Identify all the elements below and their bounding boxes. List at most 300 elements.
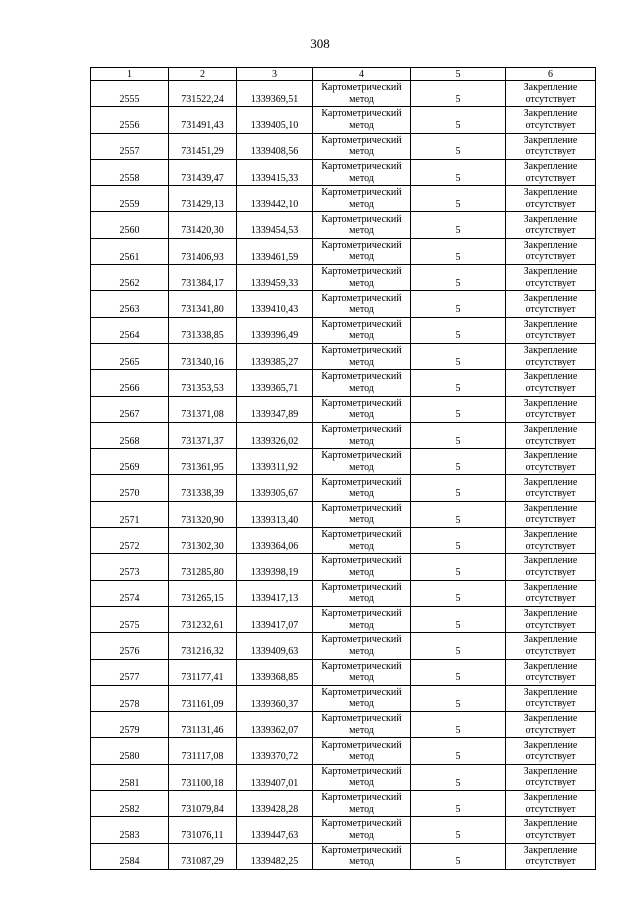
table-row: [91, 370, 596, 396]
x-coordinate-cell: 731117,08: [169, 738, 237, 764]
method-cell: [313, 238, 411, 264]
fixation-cell: [506, 633, 596, 659]
method-cell: [313, 422, 411, 448]
fixation-cell: [506, 817, 596, 843]
method-cell: [313, 738, 411, 764]
y-coordinate-cell: 1339447,63: [237, 817, 313, 843]
fixation-cell-line: Закрепление: [523, 686, 578, 698]
point-number-cell: 2555: [91, 81, 169, 107]
fixation-cell-line: Закрепление: [523, 660, 578, 672]
fixation-cell-line: отсутствует: [525, 461, 576, 473]
point-number-cell: 2573: [91, 554, 169, 580]
x-coordinate-cell: 731522,24: [169, 81, 237, 107]
fixation-cell: [506, 265, 596, 291]
accuracy-cell: 5: [411, 606, 506, 632]
method-cell: [313, 159, 411, 185]
method-cell-line: метод: [349, 540, 374, 552]
table-row: [91, 317, 596, 343]
method-cell-line: Картометрический: [321, 134, 402, 146]
method-cell-line: Картометрический: [321, 161, 402, 173]
table-row: [91, 738, 596, 764]
page-number: 308: [310, 36, 330, 51]
y-coordinate-cell: 1339408,56: [237, 133, 313, 159]
accuracy-cell: 5: [411, 685, 506, 711]
point-number-cell: 2578: [91, 685, 169, 711]
fixation-cell-line: отсутствует: [525, 724, 576, 736]
y-coordinate-cell: 1339454,53: [237, 212, 313, 238]
method-cell-line: метод: [349, 829, 374, 841]
method-cell-line: Картометрический: [321, 818, 402, 830]
accuracy-cell: 5: [411, 159, 506, 185]
point-number-cell: 2562: [91, 265, 169, 291]
y-coordinate-cell: 1339417,07: [237, 606, 313, 632]
fixation-cell-line: Закрепление: [523, 213, 578, 225]
table-row: [91, 843, 596, 869]
method-cell-line: Картометрический: [321, 187, 402, 199]
table-body: [91, 81, 596, 870]
x-coordinate-cell: 731420,30: [169, 212, 237, 238]
accuracy-cell: 5: [411, 343, 506, 369]
accuracy-cell: 5: [411, 317, 506, 343]
table-row: [91, 343, 596, 369]
method-cell: [313, 107, 411, 133]
method-cell: [313, 528, 411, 554]
method-cell-line: Картометрический: [321, 292, 402, 304]
point-number-cell: 2579: [91, 712, 169, 738]
method-cell-line: метод: [349, 225, 374, 237]
point-number-cell: 2565: [91, 343, 169, 369]
fixation-cell-line: Закрепление: [523, 318, 578, 330]
method-cell: [313, 501, 411, 527]
method-cell: [313, 212, 411, 238]
method-cell: [313, 475, 411, 501]
x-coordinate-cell: 731087,29: [169, 843, 237, 869]
fixation-cell: [506, 501, 596, 527]
method-cell-line: метод: [349, 514, 374, 526]
point-number-cell: 2559: [91, 186, 169, 212]
y-coordinate-cell: 1339442,10: [237, 186, 313, 212]
table-row: [91, 554, 596, 580]
header-col-5: 5: [411, 68, 506, 81]
method-cell-line: метод: [349, 356, 374, 368]
y-coordinate-cell: 1339461,59: [237, 238, 313, 264]
fixation-cell: [506, 212, 596, 238]
method-cell-line: Картометрический: [321, 213, 402, 225]
method-cell-line: метод: [349, 93, 374, 105]
method-cell-line: Картометрический: [321, 239, 402, 251]
header-col-2: 2: [169, 68, 237, 81]
fixation-cell: [506, 738, 596, 764]
fixation-cell-line: отсутствует: [525, 540, 576, 552]
method-cell-line: метод: [349, 593, 374, 605]
fixation-cell-line: Закрепление: [523, 634, 578, 646]
method-cell: [313, 554, 411, 580]
fixation-cell-line: Закрепление: [523, 529, 578, 541]
y-coordinate-cell: 1339305,67: [237, 475, 313, 501]
method-cell-line: Картометрический: [321, 502, 402, 514]
method-cell-line: Картометрический: [321, 765, 402, 777]
accuracy-cell: 5: [411, 396, 506, 422]
fixation-cell: [506, 317, 596, 343]
x-coordinate-cell: 731406,93: [169, 238, 237, 264]
table-row: [91, 659, 596, 685]
x-coordinate-cell: 731076,11: [169, 817, 237, 843]
method-cell-line: метод: [349, 304, 374, 316]
method-cell: [313, 659, 411, 685]
fixation-cell-line: Закрепление: [523, 397, 578, 409]
fixation-cell-line: отсутствует: [525, 304, 576, 316]
table-row: [91, 501, 596, 527]
method-cell-line: Картометрический: [321, 739, 402, 751]
fixation-cell: [506, 159, 596, 185]
fixation-cell-line: отсутствует: [525, 251, 576, 263]
method-cell: [313, 396, 411, 422]
y-coordinate-cell: 1339396,49: [237, 317, 313, 343]
method-cell-line: метод: [349, 698, 374, 710]
fixation-cell-line: отсутствует: [525, 856, 576, 868]
method-cell: [313, 764, 411, 790]
method-cell-line: метод: [349, 146, 374, 158]
fixation-cell-line: Закрепление: [523, 581, 578, 593]
accuracy-cell: 5: [411, 133, 506, 159]
method-cell: [313, 449, 411, 475]
point-number-cell: 2577: [91, 659, 169, 685]
fixation-cell-line: Закрепление: [523, 502, 578, 514]
y-coordinate-cell: 1339410,43: [237, 291, 313, 317]
x-coordinate-cell: 731429,13: [169, 186, 237, 212]
point-number-cell: 2583: [91, 817, 169, 843]
accuracy-cell: 5: [411, 554, 506, 580]
x-coordinate-cell: 731491,43: [169, 107, 237, 133]
fixation-cell: [506, 580, 596, 606]
y-coordinate-cell: 1339362,07: [237, 712, 313, 738]
x-coordinate-cell: 731371,08: [169, 396, 237, 422]
fixation-cell-line: Закрепление: [523, 765, 578, 777]
fixation-cell-line: отсутствует: [525, 566, 576, 578]
fixation-cell: [506, 449, 596, 475]
x-coordinate-cell: 731371,37: [169, 422, 237, 448]
point-number-cell: 2564: [91, 317, 169, 343]
table-row: [91, 633, 596, 659]
method-cell-line: Картометрический: [321, 792, 402, 804]
fixation-cell-line: отсутствует: [525, 593, 576, 605]
x-coordinate-cell: 731338,85: [169, 317, 237, 343]
fixation-cell: [506, 238, 596, 264]
fixation-cell-line: отсутствует: [525, 803, 576, 815]
table-row: [91, 422, 596, 448]
fixation-cell-line: отсутствует: [525, 829, 576, 841]
fixation-cell-line: Закрепление: [523, 608, 578, 620]
fixation-cell-line: Закрепление: [523, 739, 578, 751]
fixation-cell: [506, 370, 596, 396]
fixation-cell-line: отсутствует: [525, 277, 576, 289]
method-cell-line: метод: [349, 566, 374, 578]
x-coordinate-cell: 731177,41: [169, 659, 237, 685]
method-cell-line: метод: [349, 330, 374, 342]
fixation-cell-line: отсутствует: [525, 146, 576, 158]
fixation-cell-line: Закрепление: [523, 792, 578, 804]
x-coordinate-cell: 731232,61: [169, 606, 237, 632]
table-row: [91, 133, 596, 159]
fixation-cell: [506, 791, 596, 817]
method-cell: [313, 343, 411, 369]
table-row: [91, 712, 596, 738]
point-number-cell: 2574: [91, 580, 169, 606]
fixation-cell-line: Закрепление: [523, 844, 578, 856]
fixation-cell-line: отсутствует: [525, 751, 576, 763]
header-col-4: 4: [313, 68, 411, 81]
point-number-cell: 2563: [91, 291, 169, 317]
accuracy-cell: 5: [411, 212, 506, 238]
fixation-cell-line: отсутствует: [525, 409, 576, 421]
fixation-cell-line: отсутствует: [525, 488, 576, 500]
x-coordinate-cell: 731100,18: [169, 764, 237, 790]
table-row: [91, 396, 596, 422]
method-cell: [313, 317, 411, 343]
fixation-cell-line: Закрепление: [523, 239, 578, 251]
fixation-cell-line: Закрепление: [523, 818, 578, 830]
fixation-cell-line: отсутствует: [525, 514, 576, 526]
y-coordinate-cell: 1339398,19: [237, 554, 313, 580]
y-coordinate-cell: 1339459,33: [237, 265, 313, 291]
point-number-cell: 2575: [91, 606, 169, 632]
method-cell-line: Картометрический: [321, 686, 402, 698]
x-coordinate-cell: 731353,53: [169, 370, 237, 396]
x-coordinate-cell: 731265,15: [169, 580, 237, 606]
method-cell-line: метод: [349, 251, 374, 263]
fixation-cell-line: отсутствует: [525, 435, 576, 447]
accuracy-cell: 5: [411, 449, 506, 475]
fixation-cell-line: отсутствует: [525, 698, 576, 710]
method-cell-line: метод: [349, 409, 374, 421]
fixation-cell: [506, 107, 596, 133]
accuracy-cell: 5: [411, 712, 506, 738]
method-cell-line: метод: [349, 198, 374, 210]
method-cell: [313, 186, 411, 212]
x-coordinate-cell: 731340,16: [169, 343, 237, 369]
table-row: [91, 212, 596, 238]
fixation-cell-line: Закрепление: [523, 187, 578, 199]
point-number-cell: 2582: [91, 791, 169, 817]
method-cell: [313, 265, 411, 291]
method-cell-line: метод: [349, 777, 374, 789]
method-cell-line: Картометрический: [321, 581, 402, 593]
accuracy-cell: 5: [411, 81, 506, 107]
fixation-cell-line: отсутствует: [525, 645, 576, 657]
accuracy-cell: 5: [411, 501, 506, 527]
fixation-cell-line: отсутствует: [525, 172, 576, 184]
y-coordinate-cell: 1339368,85: [237, 659, 313, 685]
accuracy-cell: 5: [411, 475, 506, 501]
fixation-cell: [506, 843, 596, 869]
fixation-cell: [506, 712, 596, 738]
point-number-cell: 2584: [91, 843, 169, 869]
table-row: [91, 606, 596, 632]
fixation-cell-line: отсутствует: [525, 198, 576, 210]
y-coordinate-cell: 1339370,72: [237, 738, 313, 764]
method-cell-line: Картометрический: [321, 529, 402, 541]
accuracy-cell: 5: [411, 580, 506, 606]
table-header: [91, 68, 596, 81]
method-cell-line: Картометрический: [321, 555, 402, 567]
fixation-cell: [506, 528, 596, 554]
table-row: [91, 186, 596, 212]
fixation-cell-line: отсутствует: [525, 225, 576, 237]
table-row: [91, 291, 596, 317]
y-coordinate-cell: 1339417,13: [237, 580, 313, 606]
fixation-cell-line: Закрепление: [523, 424, 578, 435]
method-cell-line: метод: [349, 119, 374, 131]
x-coordinate-cell: 731161,09: [169, 685, 237, 711]
table-row: [91, 449, 596, 475]
fixation-cell-line: отсутствует: [525, 672, 576, 684]
y-coordinate-cell: 1339364,06: [237, 528, 313, 554]
method-cell-line: Картометрический: [321, 371, 402, 383]
accuracy-cell: 5: [411, 291, 506, 317]
method-cell-line: Картометрический: [321, 82, 402, 94]
method-cell-line: метод: [349, 619, 374, 631]
fixation-cell-line: отсутствует: [525, 382, 576, 394]
point-number-cell: 2561: [91, 238, 169, 264]
point-number-cell: 2581: [91, 764, 169, 790]
fixation-cell: [506, 659, 596, 685]
x-coordinate-cell: 731341,80: [169, 291, 237, 317]
y-coordinate-cell: 1339385,27: [237, 343, 313, 369]
method-cell-line: Картометрический: [321, 634, 402, 646]
y-coordinate-cell: 1339311,92: [237, 449, 313, 475]
accuracy-cell: 5: [411, 186, 506, 212]
point-number-cell: 2580: [91, 738, 169, 764]
fixation-cell-line: Закрепление: [523, 161, 578, 173]
x-coordinate-cell: 731451,29: [169, 133, 237, 159]
point-number-cell: 2570: [91, 475, 169, 501]
table-row: [91, 159, 596, 185]
method-cell-line: метод: [349, 645, 374, 657]
accuracy-cell: 5: [411, 817, 506, 843]
y-coordinate-cell: 1339409,63: [237, 633, 313, 659]
fixation-cell: [506, 422, 596, 448]
fixation-cell-line: Закрепление: [523, 371, 578, 383]
method-cell-line: метод: [349, 277, 374, 289]
table-row: [91, 580, 596, 606]
fixation-cell-line: Закрепление: [523, 345, 578, 357]
y-coordinate-cell: 1339360,37: [237, 685, 313, 711]
accuracy-cell: 5: [411, 238, 506, 264]
method-cell-line: Картометрический: [321, 345, 402, 357]
point-number-cell: 2556: [91, 107, 169, 133]
method-cell: [313, 685, 411, 711]
method-cell: [313, 81, 411, 107]
fixation-cell-line: отсутствует: [525, 93, 576, 105]
fixation-cell-line: Закрепление: [523, 555, 578, 567]
fixation-cell: [506, 606, 596, 632]
header-col-3: 3: [237, 68, 313, 81]
point-number-cell: 2566: [91, 370, 169, 396]
method-cell-line: метод: [349, 488, 374, 500]
table-row: [91, 265, 596, 291]
point-number-cell: 2572: [91, 528, 169, 554]
x-coordinate-cell: 731131,46: [169, 712, 237, 738]
method-cell-line: Картометрический: [321, 318, 402, 330]
method-cell-line: Картометрический: [321, 713, 402, 725]
fixation-cell-line: Закрепление: [523, 82, 578, 94]
fixation-cell: [506, 133, 596, 159]
method-cell: [313, 291, 411, 317]
method-cell-line: Картометрический: [321, 608, 402, 620]
x-coordinate-cell: 731285,80: [169, 554, 237, 580]
method-cell: [313, 133, 411, 159]
method-cell-line: метод: [349, 724, 374, 736]
method-cell-line: Картометрический: [321, 108, 402, 120]
fixation-cell-line: Закрепление: [523, 450, 578, 462]
point-number-cell: 2569: [91, 449, 169, 475]
method-cell: [313, 791, 411, 817]
table-row: [91, 685, 596, 711]
method-cell-line: метод: [349, 672, 374, 684]
method-cell-line: метод: [349, 751, 374, 763]
method-cell: [313, 817, 411, 843]
method-cell-line: Картометрический: [321, 660, 402, 672]
y-coordinate-cell: 1339482,25: [237, 843, 313, 869]
method-cell: [313, 606, 411, 632]
y-coordinate-cell: 1339369,51: [237, 81, 313, 107]
header-row: [91, 68, 596, 81]
fixation-cell-line: Закрепление: [523, 108, 578, 120]
fixation-cell-line: Закрепление: [523, 134, 578, 146]
table-row: [91, 107, 596, 133]
method-cell-line: Картометрический: [321, 397, 402, 409]
y-coordinate-cell: 1339405,10: [237, 107, 313, 133]
y-coordinate-cell: 1339347,89: [237, 396, 313, 422]
fixation-cell: [506, 396, 596, 422]
fixation-cell-line: отсутствует: [525, 777, 576, 789]
accuracy-cell: 5: [411, 265, 506, 291]
method-cell-line: метод: [349, 435, 374, 447]
method-cell: [313, 580, 411, 606]
method-cell-line: метод: [349, 803, 374, 815]
table-row: [91, 817, 596, 843]
fixation-cell-line: отсутствует: [525, 619, 576, 631]
x-coordinate-cell: 731320,90: [169, 501, 237, 527]
y-coordinate-cell: 1339365,71: [237, 370, 313, 396]
x-coordinate-cell: 731439,47: [169, 159, 237, 185]
point-number-cell: 2576: [91, 633, 169, 659]
accuracy-cell: 5: [411, 659, 506, 685]
table-row: [91, 81, 596, 107]
y-coordinate-cell: 1339407,01: [237, 764, 313, 790]
header-col-6: 6: [506, 68, 596, 81]
fixation-cell: [506, 554, 596, 580]
fixation-cell-line: Закрепление: [523, 292, 578, 304]
method-cell-line: Картометрический: [321, 476, 402, 488]
method-cell: [313, 843, 411, 869]
point-number-cell: 2571: [91, 501, 169, 527]
x-coordinate-cell: 731338,39: [169, 475, 237, 501]
y-coordinate-cell: 1339326,02: [237, 422, 313, 448]
method-cell: [313, 633, 411, 659]
table-row: [91, 238, 596, 264]
fixation-cell: [506, 475, 596, 501]
coordinates-table: [90, 67, 596, 870]
fixation-cell: [506, 685, 596, 711]
accuracy-cell: 5: [411, 633, 506, 659]
accuracy-cell: 5: [411, 764, 506, 790]
accuracy-cell: 5: [411, 528, 506, 554]
method-cell-line: Картометрический: [321, 844, 402, 856]
y-coordinate-cell: 1339428,28: [237, 791, 313, 817]
fixation-cell-line: Закрепление: [523, 266, 578, 278]
fixation-cell-line: Закрепление: [523, 476, 578, 488]
